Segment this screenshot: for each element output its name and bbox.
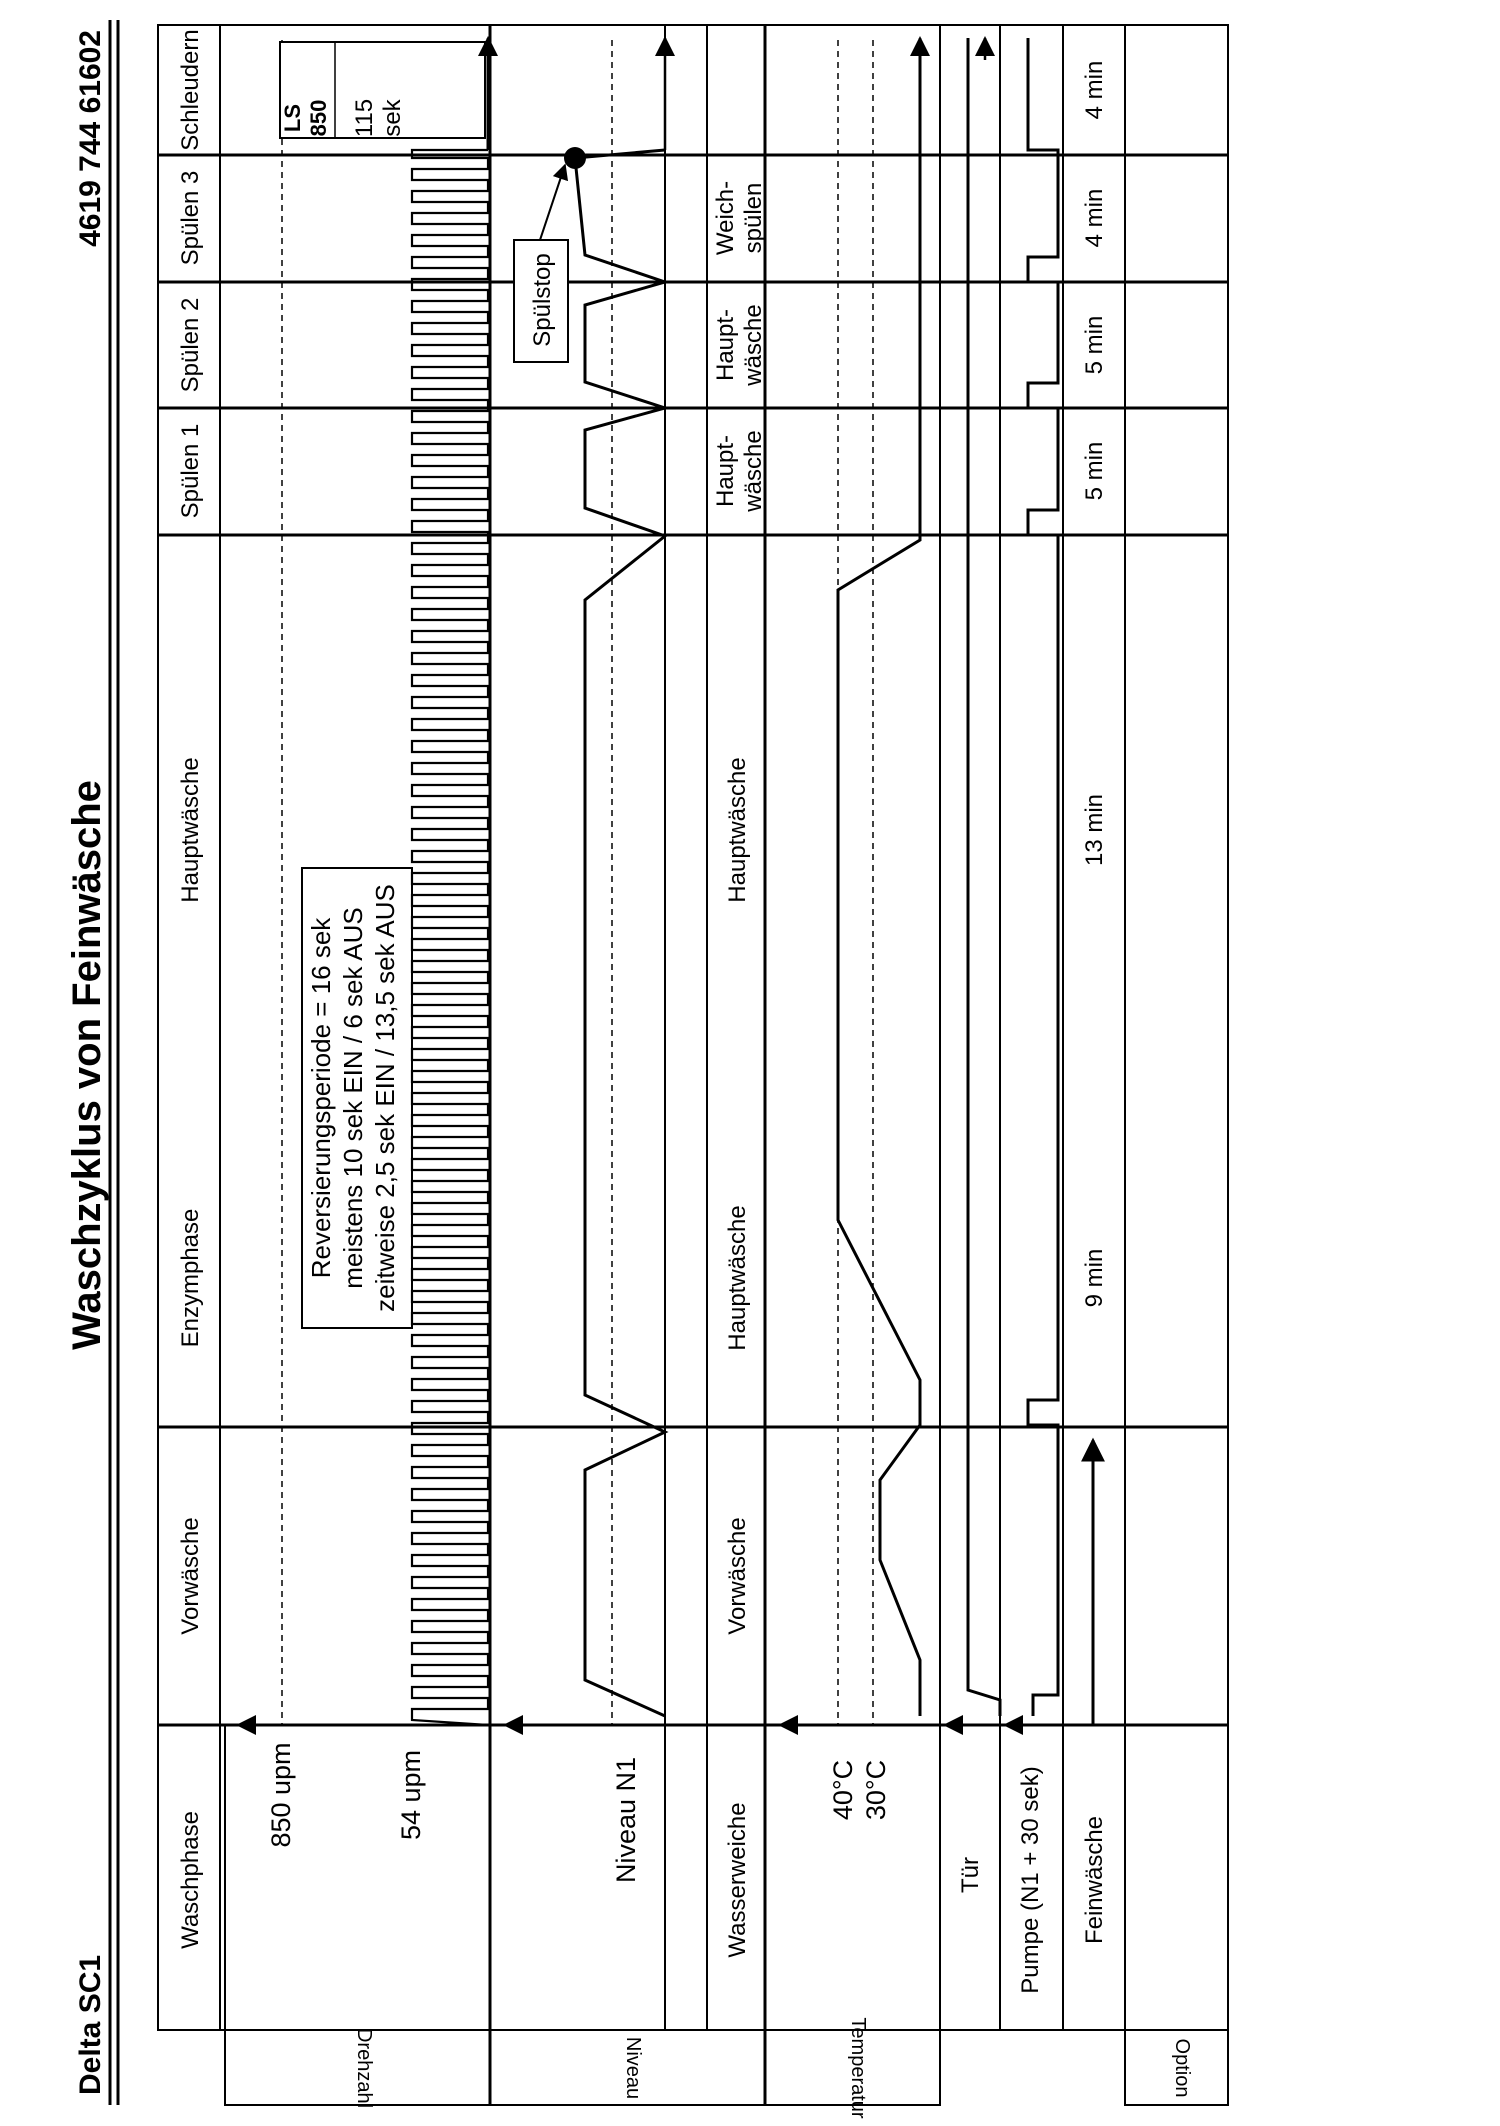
wasserweiche-spuelen3-line2: spülen <box>740 182 767 254</box>
group-label-option: Option <box>1171 2038 1193 2098</box>
spin-box-115: 115 <box>351 98 378 138</box>
phase-header-vorwaesche: Vorwäsche <box>177 1517 204 1635</box>
reversal-note-line1: Reversierungsperiode = 16 sek <box>306 917 336 1279</box>
phase-header-schleudern: Schleudern <box>177 29 204 151</box>
spuelstop-dot <box>564 147 586 169</box>
wasserweiche-spuelen1-line2: wäsche <box>740 430 767 512</box>
pumpe-trace <box>1028 38 1058 1716</box>
duration-spuelen-3: 4 min <box>1081 188 1108 248</box>
row-label-feinwaesche: Feinwäsche <box>1081 1815 1108 1945</box>
durations <box>1081 61 1108 1308</box>
duration-hauptwaesche: 13 min <box>1081 793 1108 867</box>
row-label-30c: 30°C <box>861 1759 891 1821</box>
row-label-niveau-n1: Niveau N1 <box>611 1756 641 1884</box>
spuelstop-label: Spülstop <box>529 253 556 347</box>
wasserweiche-hauptwaesche: Hauptwäsche <box>724 757 751 903</box>
group-label-temperatur: Temperatur <box>847 2017 869 2119</box>
niveau-trace <box>575 150 665 1716</box>
drehzahl-reversing-wave <box>412 150 488 1725</box>
wasserweiche-spuelen2-line1: Haupt- <box>712 308 739 382</box>
wasserweiche-spuelen1-line1: Haupt- <box>712 434 739 508</box>
phase-header-spuelen-3: Spülen 3 <box>177 170 204 266</box>
row-label-waschphase: Waschphase <box>177 1811 204 1949</box>
spin-box-sek: sek <box>379 99 406 137</box>
header-strip <box>65 20 118 2105</box>
group-label-niveau: Niveau <box>622 2036 644 2100</box>
phase-header-hauptwaesche: Hauptwäsche <box>177 757 204 903</box>
reversal-note-line3: zeitweise 2,5 sek EIN / 13,5 sek AUS <box>370 884 400 1312</box>
spuelstop <box>514 165 568 362</box>
phase-headers <box>177 29 204 1634</box>
spin-box <box>280 42 485 138</box>
tuer-trace <box>968 38 1000 1716</box>
phase-header-spuelen-1: Spülen 1 <box>177 423 204 519</box>
group-labels <box>353 2017 1193 2118</box>
row-label-pumpe: Pumpe (N1 + 30 sek) <box>1017 1766 1044 1994</box>
wasserweiche-vorwaesche: Vorwäsche <box>724 1517 751 1635</box>
row-label-40c: 40°C <box>828 1759 858 1821</box>
spin-box-850: 850 <box>306 99 331 137</box>
document-number: 4619 744 61602 <box>74 30 107 247</box>
phase-header-spuelen-2: Spülen 2 <box>177 297 204 393</box>
document-title: Waschzyklus von Feinwäsche <box>65 780 109 1350</box>
wasserweiche-enzymphase: Hauptwäsche <box>724 1205 751 1351</box>
row-labels <box>177 1742 1108 1993</box>
row-label-wasserweiche: Wasserweiche <box>724 1802 751 1958</box>
row-label-54-upm: 54 upm <box>396 1749 426 1841</box>
spin-box-ls: LS <box>280 103 305 133</box>
reversal-note <box>302 868 412 1328</box>
duration-spuelen-1: 5 min <box>1081 441 1108 501</box>
wasserweiche-spuelen2-line2: wäsche <box>740 304 767 386</box>
wasserweiche-values <box>712 181 767 1635</box>
reversal-note-line2: meistens 10 sek EIN / 6 sek AUS <box>338 907 368 1289</box>
group-label-drehzahl: Drehzahl <box>353 2027 375 2109</box>
duration-spuelen-2: 5 min <box>1081 315 1108 375</box>
row-label-tuer: Tür <box>957 1857 984 1893</box>
model-name: Delta SC1 <box>74 1954 107 2095</box>
wasserweiche-spuelen3-line1: Weich- <box>712 180 739 256</box>
temperatur-trace <box>838 40 920 1716</box>
phase-header-enzymphase: Enzymphase <box>177 1208 204 1348</box>
duration-schleudern: 4 min <box>1081 60 1108 120</box>
row-label-850-upm: 850 upm <box>266 1742 296 1848</box>
duration-enzymphase: 9 min <box>1081 1248 1108 1308</box>
